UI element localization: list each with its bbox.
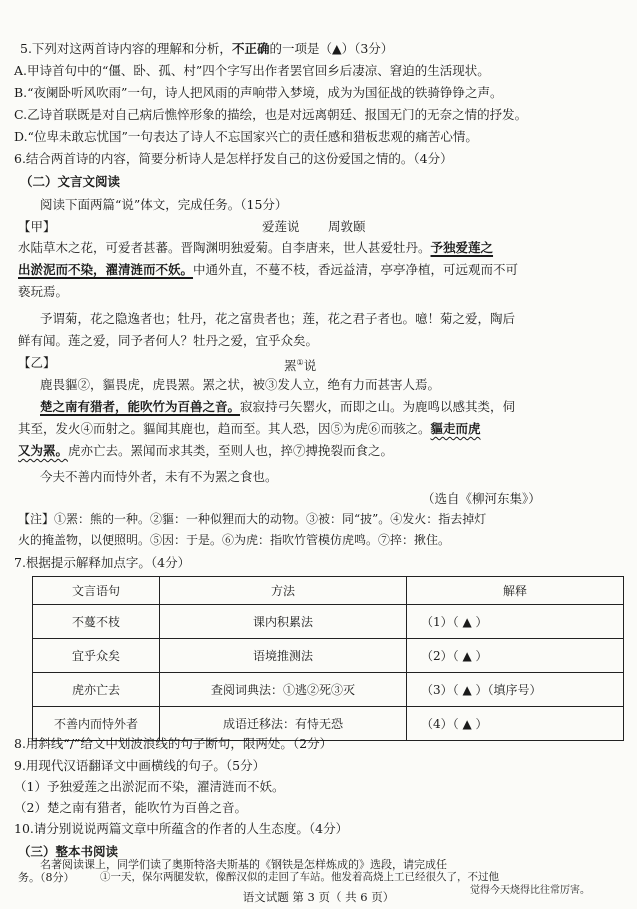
yi-line-2 xyxy=(40,398,515,415)
q5-option-d: D.“位卑未敢忘忧国”一句表达了诗人不忘国家兴亡的责任感和猎板悲观的痛苦心情。 xyxy=(14,129,478,144)
q5-option-a: A.甲诗首句中的“僵、卧、孤、村”四个字写出作者罢官回乡后凄凉、窘迫的生活现状。 xyxy=(14,63,490,78)
q7-cell-sentence: 不蔓不枝 xyxy=(33,605,160,639)
jia-line-4: 予谓菊，花之隐逸者也；牡丹，花之富贵者也；莲，花之君子者也。噫！菊之爱，陶后 xyxy=(40,311,516,326)
table-row xyxy=(33,639,624,673)
page-footer: 语文试题 第 3 页（ 共 6 页） xyxy=(242,890,395,904)
q5-stem xyxy=(20,40,393,57)
yi-title-text: 罴 xyxy=(284,358,297,374)
jia-underlined-1: 予独爱莲之 xyxy=(430,240,494,255)
q7-cell-sentence: 虎亦亡去 xyxy=(33,673,160,707)
q5-option-b: B.“夜阑卧听风吹雨”一句，诗人把风雨的声响带入梦境，成为为国征战的铁骑铮铮之声。 xyxy=(14,85,503,100)
q7-cell-method: 课内积累法 xyxy=(160,605,407,639)
q6-text: 6.结合两首诗的内容，简要分析诗人是怎样抒发自己的这份爱国之情的。（4分） xyxy=(14,151,453,166)
q7-cell-sentence: 宜乎众矣 xyxy=(33,639,160,673)
yi-title-tail: 说 xyxy=(303,358,317,374)
q7-cell-method: 查阅词典法：①逃②死③灭 xyxy=(160,673,407,707)
q5-option-c: C.乙诗首联既是对自己病后憔悴形象的描绘，也是对远离朝廷、报国无门的无奈之情的抒发。 xyxy=(14,107,528,122)
q7-cell-method: 成语迁移法：有恃无恐 xyxy=(160,707,407,741)
yi-line-1: 鹿畏貙②，貙畏虎，虎畏罴。罴之状，被③发人立，绝有力而甚害人焉。 xyxy=(40,377,441,392)
yi-wavy-1: 貙走而虎 xyxy=(430,421,481,436)
yi-line-3-text: 其至，发火④而射之。貙闻其鹿也，趋而至。其人恐，因⑤为虎⑥而骇之。 xyxy=(18,421,431,436)
q7-cell-sentence: 不善内而恃外者 xyxy=(33,707,160,741)
jia-author: 周敦颐 xyxy=(328,219,366,234)
jia-line-1 xyxy=(18,239,493,256)
section3-excerpt-2: 觉得今天烧得比往常厉害。 xyxy=(470,885,590,896)
yi-underlined-1: 楚之南有猎者，能吹竹为百兽之音。 xyxy=(40,399,241,414)
notes-line-2: 火的掩盖物，以便照明。⑤因：于是。⑥为虎：指吹竹管模仿虎鸣。⑦捽：揪住。 xyxy=(18,533,451,547)
section2-title: （二）文言文阅读 xyxy=(20,174,121,189)
yi-label: 【乙】 xyxy=(18,355,56,370)
q9-stem: 9.用现代汉语翻译文中画横线的句子。（5分） xyxy=(14,758,266,773)
notes-line-1: 【注】①罴：熊的一种。②貙：一种似狸而大的动物。③被：同“披”。④发火：指去掉灯 xyxy=(18,512,487,526)
section3-excerpt-1: ①一天，保尔两腿发软，像醉汉似的走回了车站。他发着高烧上工已经很久了，不过他 xyxy=(100,871,499,883)
q7-answer-4[interactable]: （4）（ ▲ ） xyxy=(407,707,624,741)
source-citation: （选自《柳河东集》） xyxy=(422,491,541,506)
jia-line-1-text: 水陆草木之花，可爱者甚蕃。晋陶渊明独爱菊。自李唐来，世人甚爱牡丹。 xyxy=(18,240,431,255)
yi-line-4-text: 虎亦亡去。罴闻而求其类，至则人也，捽⑦搏挽裂而食之。 xyxy=(68,443,394,458)
q7-header-explanation: 解释 xyxy=(407,577,624,605)
jia-label: 【甲】 xyxy=(18,219,56,234)
table-row xyxy=(33,605,624,639)
q7-table-header xyxy=(33,577,624,605)
section3-intro-2: 务。（8分） xyxy=(18,871,75,884)
q7-answer-3[interactable]: （3）（ ▲ ）（填序号） xyxy=(407,673,624,707)
q9-item-1: （1）予独爱莲之出淤泥而不染，濯清涟而不妖。 xyxy=(14,779,285,794)
yi-title-sup: ① xyxy=(296,358,304,367)
yi-title xyxy=(284,354,316,374)
jia-title: 爱莲说 xyxy=(262,219,300,234)
section3-intro-1: 名著阅读课上，同学们读了奥斯特洛夫斯基的《钢铁是怎样炼成的》选段，请完成任 xyxy=(40,858,447,871)
yi-line-2-text: 寂寂持弓矢罂火，而即之山。为鹿鸣以感其类，伺 xyxy=(240,399,516,414)
yi-line-3 xyxy=(18,420,481,437)
yi-line-5: 今夫不善内而恃外者，未有不为罴之食也。 xyxy=(40,469,278,484)
jia-line-2 xyxy=(18,261,518,278)
q5-stem-tail: 的一项是（▲）（3分） xyxy=(269,41,394,56)
q7-table xyxy=(32,576,624,741)
q7-answer-1[interactable]: （1）（ ▲ ） xyxy=(407,605,624,639)
q7-stem: 7.根据提示解释加点字。（4分） xyxy=(14,555,191,570)
q8-text: 8.用斜线“/”给文中划波浪线的句子断句，限两处。（2分） xyxy=(14,736,333,751)
q9-item-2: （2）楚之南有猎者，能吹竹为百兽之音。 xyxy=(14,800,247,815)
q5-stem-text: 5.下列对这两首诗内容的理解和分析， xyxy=(20,41,232,56)
jia-line-5: 鲜有闻。莲之爱，同予者何人？牡丹之爱，宜乎众矣。 xyxy=(18,333,319,348)
q7-answer-2[interactable]: （2）（ ▲ ） xyxy=(407,639,624,673)
table-row xyxy=(33,673,624,707)
jia-line-3: 亵玩焉。 xyxy=(18,284,69,299)
q5-stem-bold: 不正确 xyxy=(231,41,270,56)
q7-cell-method: 语境推测法 xyxy=(160,639,407,673)
section3-title: （三）整本书阅读 xyxy=(18,844,119,859)
q7-header-sentence: 文言语句 xyxy=(33,577,160,605)
yi-wavy-2: 又为罴。 xyxy=(18,443,69,458)
yi-line-4 xyxy=(18,442,393,459)
jia-underlined-2: 出淤泥而不染，濯清涟而不妖。 xyxy=(18,262,194,277)
q7-header-method: 方法 xyxy=(160,577,407,605)
q10-text: 10.请分别说说两篇文章中所蕴含的作者的人生态度。（4分） xyxy=(14,821,349,836)
jia-line-2-text: 中通外直，不蔓不枝，香远益清，亭亭净植，可远观而不可 xyxy=(193,262,519,277)
section2-instruction: 阅读下面两篇“说”体文，完成任务。（15分） xyxy=(40,197,288,212)
